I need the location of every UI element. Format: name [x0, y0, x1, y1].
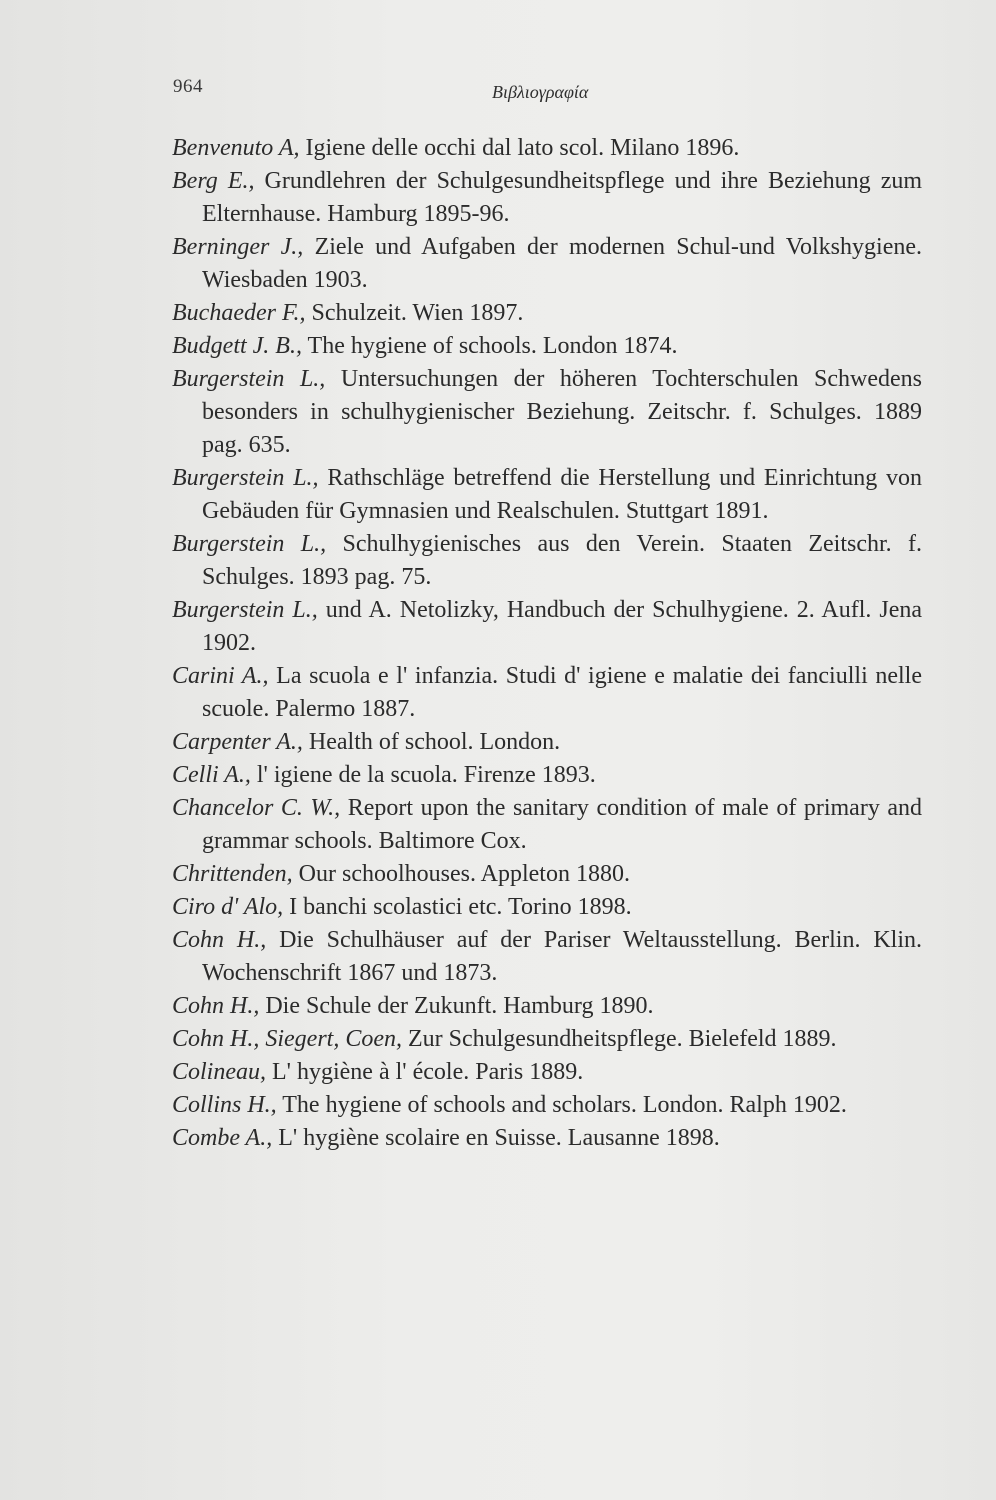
entry-author: Burgerstein L., — [172, 366, 326, 392]
entry-author: Berg E., — [172, 168, 255, 194]
bibliography-entry — [172, 132, 922, 165]
running-title: Βιβλιογραφία — [492, 82, 589, 102]
entry-text: Rathschläge betreffend die Herstellung und Einrichtung von Gebäuden für Gymnasien und Realschulen. Stuttgart 1891. — [202, 465, 923, 524]
entry-text: Untersuchungen der höheren Tochterschulen Schwedens besonders in schulhygienischer Beziehung. Zeitschr. f. Schulges. 1889 pag. 635. — [202, 366, 922, 458]
entry-author: Carpenter A., — [172, 729, 303, 755]
bibliography-entry — [172, 858, 922, 891]
entry-text: l' igiene de la scuola. Firenze 1893. — [256, 762, 596, 788]
bibliography-entry — [172, 891, 922, 924]
entry-text: The hygiene of schools. London 1874. — [307, 333, 678, 359]
entry-text: La scuola e l' infanzia. Studi d' igiene e malatie dei fanciulli nelle scuole. Palermo 1887. — [202, 663, 922, 722]
entry-text: Health of school. London. — [308, 729, 561, 755]
entry-text: und A. Netolizky, Handbuch der Schulhygiene. 2. Aufl. Jena 1902. — [202, 597, 923, 656]
entry-text: I banchi scolastici etc. Torino 1898. — [289, 894, 632, 920]
bibliography-entry — [172, 1089, 922, 1122]
entry-text: Die Schulhäuser auf der Pariser Weltausstellung. Berlin. Klin. Wochenschrift 1867 und 1873. — [202, 927, 923, 986]
bibliography-entry — [172, 726, 922, 759]
entry-text: Ziele und Aufgaben der modernen Schul-und Volkshygiene. Wiesbaden 1903. — [202, 234, 922, 293]
entry-text: Grundlehren der Schulgesundheitspflege und ihre Beziehung zum Elternhause. Hamburg 1895-96. — [202, 168, 923, 227]
entry-author: Colineau, — [172, 1059, 266, 1085]
bibliography-entry — [172, 1023, 922, 1056]
bibliography-entry — [172, 363, 922, 462]
entry-author: Ciro d' Alo, — [172, 894, 284, 920]
bibliography-entry — [172, 660, 922, 726]
bibliography-entry — [172, 1122, 922, 1155]
bibliography-entry — [172, 759, 922, 792]
entry-author: Combe A., — [172, 1125, 273, 1151]
entry-text: Report upon the sanitary condition of male of primary and grammar schools. Baltimore Cox. — [202, 795, 922, 854]
entry-author: Budgett J. B., — [172, 333, 302, 359]
entry-author: Benvenuto A, — [172, 135, 300, 161]
entry-author: Cohn H., Siegert, Coen, — [172, 1026, 402, 1052]
entry-text: L' hygiène scolaire en Suisse. Lausanne 1898. — [278, 1125, 720, 1151]
entry-text: Schulzeit. Wien 1897. — [311, 300, 524, 326]
entry-author: Cohn H., — [172, 927, 267, 953]
entry-author: Chrittenden, — [172, 861, 293, 887]
entry-text: L' hygiène à l' école. Paris 1889. — [272, 1059, 584, 1085]
entry-text: Our schoolhouses. Appleton 1880. — [298, 861, 630, 887]
entry-author: Burgerstein L., — [172, 531, 327, 557]
entry-text: Schulhygienisches aus den Verein. Staaten Zeitschr. f. Schulges. 1893 pag. 75. — [202, 531, 922, 590]
bibliography-list — [172, 132, 922, 1155]
bibliography-entry — [172, 165, 922, 231]
bibliography-entry — [172, 792, 922, 858]
entry-text: Zur Schulgesundheitspflege. Bielefeld 1889. — [407, 1026, 837, 1052]
entry-author: Burgerstein L., — [172, 597, 318, 623]
bibliography-entry — [172, 594, 922, 660]
entry-author: Celli A., — [172, 762, 251, 788]
entry-text: Die Schule der Zukunft. Hamburg 1890. — [265, 993, 654, 1019]
bibliography-entry — [172, 330, 922, 363]
entry-author: Chancelor C. W., — [172, 795, 341, 821]
bibliography-entry — [172, 924, 922, 990]
bibliography-entry — [172, 528, 922, 594]
entry-author: Burgerstein L., — [172, 465, 319, 491]
entry-author: Carini A., — [172, 663, 269, 689]
bibliography-entry — [172, 231, 922, 297]
entry-author: Collins H., — [172, 1092, 277, 1118]
page-number: 964 — [173, 76, 203, 97]
entry-text: The hygiene of schools and scholars. London. Ralph 1902. — [282, 1092, 847, 1118]
bibliography-entry — [172, 462, 922, 528]
entry-author: Berninger J., — [172, 234, 304, 260]
entry-author: Cohn H., — [172, 993, 260, 1019]
entry-author: Buchaeder F., — [172, 300, 306, 326]
bibliography-entry — [172, 1056, 922, 1089]
bibliography-entry — [172, 297, 922, 330]
entry-text: Igiene delle occhi dal lato scol. Milano 1896. — [305, 135, 740, 161]
bibliography-entry — [172, 990, 922, 1023]
